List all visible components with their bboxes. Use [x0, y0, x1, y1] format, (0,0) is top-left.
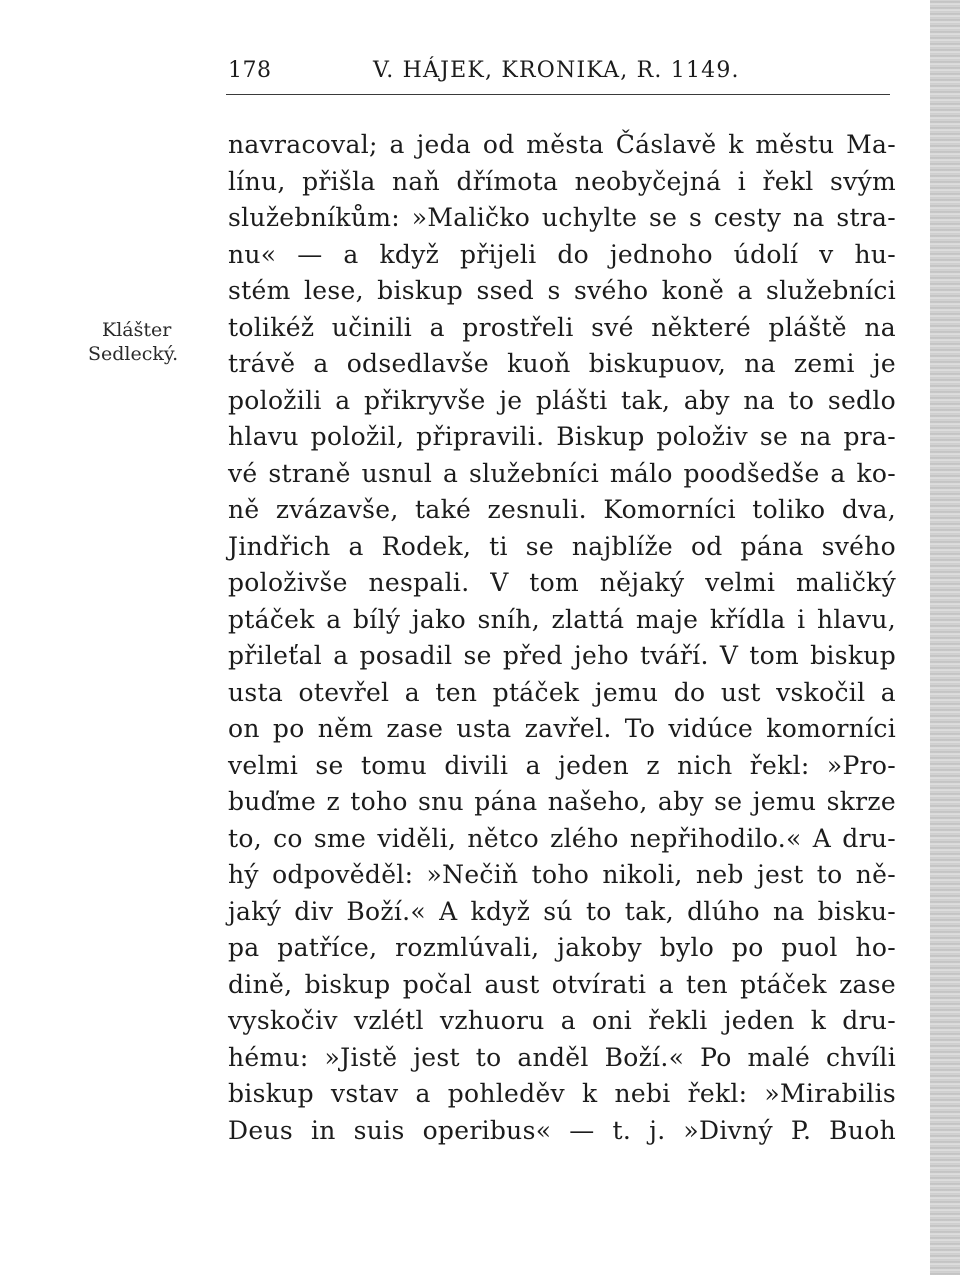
text-line: trávě a odsedlavše kuoň biskupuov, na zemi je — [228, 349, 896, 378]
margin-note-line: Sedlecký. — [88, 343, 179, 365]
text-line: pa patříce, rozmlúvali, jakoby bylo po puol ho- — [228, 933, 896, 962]
text-line: ptáček a bílý jako sníh, zlattá maje křídla i hlavu, — [228, 604, 896, 634]
text-line: to, co sme viděli, nětco zlého nepřihodilo.« A dru- — [228, 823, 896, 853]
text-line: navracoval; a jeda od města Čáslavě k městu Ma- — [228, 130, 896, 159]
body-text — [228, 127, 896, 1149]
text-line: nu« — a když přijeli do jednoho údolí v hu- — [228, 239, 896, 269]
page-number: 178 — [228, 58, 272, 83]
text-line: hý odpověděl: »Nečiň toho nikoli, neb jest to ně- — [228, 860, 896, 889]
text-line: usta otevřel a ten ptáček jemu do ust vskočil a — [228, 677, 896, 707]
text-line: velmi se tomu divili a jeden z nich řekl: »Pro- — [228, 750, 896, 780]
header-rule — [226, 94, 890, 95]
running-head-title: V. HÁJEK, KRONIKA, R. 1149. — [373, 58, 740, 83]
running-head — [228, 58, 892, 94]
scan-page-edge — [930, 0, 960, 1275]
margin-note — [88, 318, 218, 366]
text-line: hému: »Jistě jest to anděl Boží.« Po malé chvíli — [228, 1042, 896, 1072]
text-line: přileťal a posadil se před jeho tváří. V tom biskup — [228, 641, 896, 670]
text-line: vé straně usnul a služebníci málo poodšedše a ko- — [228, 458, 896, 488]
text-line: hlavu položil, připravili. Biskup položiv se na pra- — [228, 422, 896, 451]
text-line: jaký div Boží.« A když sú to tak, dlúho na bisku- — [228, 896, 896, 926]
text-line: ně zvázavše, také zesnuli. Komorníci toliko dva, — [228, 495, 896, 524]
text-line: on po něm zase usta zavřel. To vidúce komorníci — [228, 714, 896, 743]
text-line: biskup vstav a pohleděv k nebi řekl: »Mirabilis — [228, 1079, 896, 1108]
text-line: línu, přišla naň dřímota neobyčejná i řekl svým — [228, 166, 896, 196]
text-line: služebníkům: »Maličko uchylte se s cesty na stra- — [228, 203, 896, 232]
text-line: dině, biskup počal aust otvírati a ten ptáček zase — [228, 969, 896, 999]
text-line: položili a přikryvše je plášti tak, aby na to sedlo — [228, 385, 896, 415]
text-line: tolikéž učinili a prostřeli své některé pláště na — [228, 312, 896, 342]
text-line: položivše nespali. V tom nějaký velmi maličký — [228, 568, 896, 597]
text-line: buďme z toho snu pána našeho, aby se jemu skrze — [228, 787, 896, 816]
text-line: Jindřich a Rodek, ti se najblíže od pána svého — [228, 531, 896, 561]
margin-note-line: Klášter — [102, 319, 172, 341]
text-line: stém lese, biskup ssed s svého koně a služebníci — [228, 276, 896, 305]
text-line: vyskočiv vzlétl vzhuoru a oni řekli jeden k dru- — [228, 1006, 896, 1035]
text-line: Deus in suis operibus« — t. j. »Divný P. Buoh — [228, 1115, 896, 1145]
